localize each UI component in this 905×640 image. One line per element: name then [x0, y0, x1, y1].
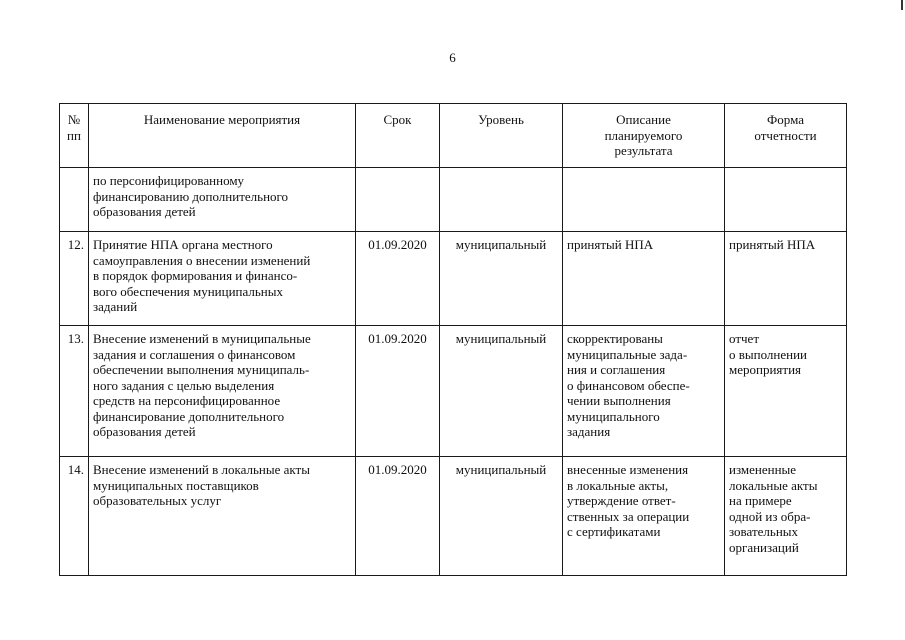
row-deadline	[356, 168, 440, 232]
row-description	[563, 168, 725, 232]
row-description: скорректированы муниципальные зада- ния и соглашения о финансовом обеспе- чении выполнения муниципального задания	[563, 326, 725, 457]
header-name: Наименование мероприятия	[89, 104, 356, 168]
row-report: измененные локальные акты на примере одной из обра- зовательных организаций	[725, 457, 847, 576]
row-level	[440, 168, 563, 232]
activities-table	[59, 103, 847, 576]
row-name: по персонифицированному финансированию дополнительного образования детей	[89, 168, 356, 232]
row-num	[60, 168, 89, 232]
header-report: Форма отчетности	[725, 104, 847, 168]
header-deadline: Срок	[356, 104, 440, 168]
table-header-row	[60, 104, 847, 168]
row-report: принятый НПА	[725, 232, 847, 326]
row-deadline: 01.09.2020	[356, 457, 440, 576]
table-row	[60, 232, 847, 326]
row-description: принятый НПА	[563, 232, 725, 326]
header-level: Уровень	[440, 104, 563, 168]
scan-edge-mark	[901, 0, 903, 10]
header-description: Описание планируемого результата	[563, 104, 725, 168]
row-num: 13.	[60, 326, 89, 457]
row-deadline: 01.09.2020	[356, 326, 440, 457]
header-num: № пп	[60, 104, 89, 168]
table-row	[60, 168, 847, 232]
row-name: Внесение изменений в локальные акты муниципальных поставщиков образовательных услуг	[89, 457, 356, 576]
row-description: внесенные изменения в локальные акты, утверждение ответ- ственных за операции с сертификатами	[563, 457, 725, 576]
table-row	[60, 457, 847, 576]
row-name: Принятие НПА органа местного самоуправления о внесении изменений в порядок формирования и финансо- вого обеспечения муниципальных заданий	[89, 232, 356, 326]
table-row	[60, 326, 847, 457]
row-report	[725, 168, 847, 232]
row-deadline: 01.09.2020	[356, 232, 440, 326]
row-num: 14.	[60, 457, 89, 576]
row-report: отчет о выполнении мероприятия	[725, 326, 847, 457]
row-level: муниципальный	[440, 457, 563, 576]
row-num: 12.	[60, 232, 89, 326]
row-level: муниципальный	[440, 326, 563, 457]
page-number: 6	[449, 50, 456, 65]
row-name: Внесение изменений в муниципальные задания и соглашения о финансовом обеспечении выполнения муниципаль- ного задания с целью выделения средств на персонифицированное финансирование дополнительного образования детей	[89, 326, 356, 457]
row-level: муниципальный	[440, 232, 563, 326]
